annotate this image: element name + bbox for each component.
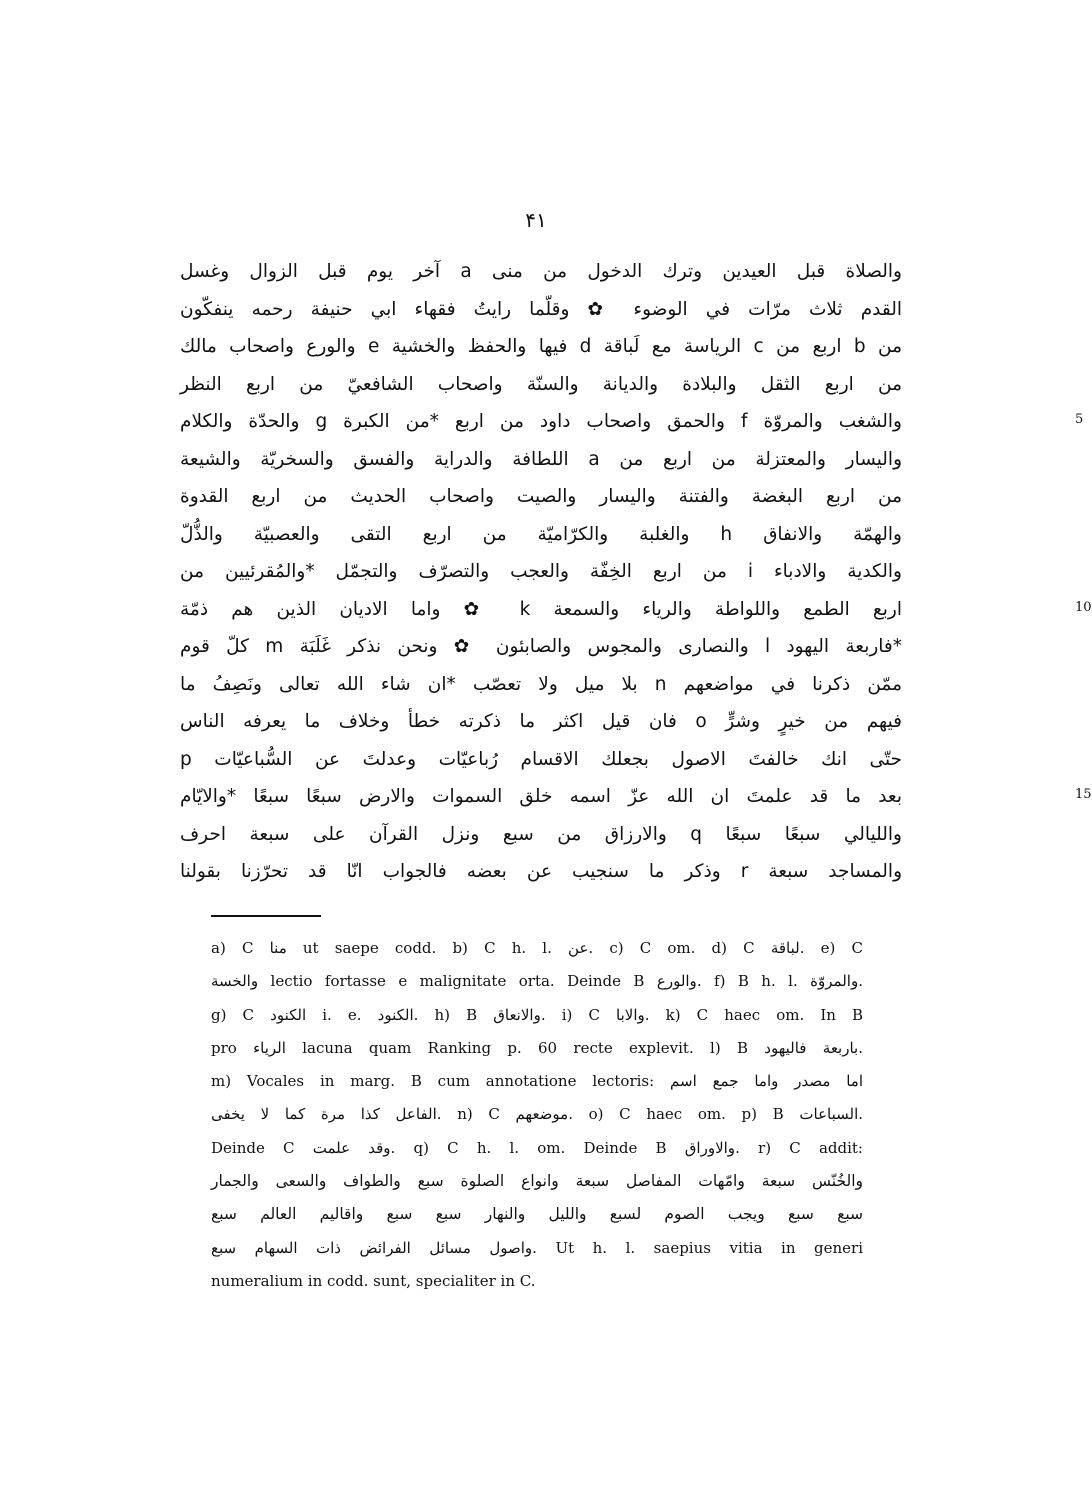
text-line-content: والصلاة قبل العيدين وترك الدخول من منى a آخر يوم قبل الزوال وغسل (180, 261, 902, 282)
footnote-line: سبع سبع ويجب الصوم لسبع والليل والنهار سبع سبع واقاليم العالم سبع (211, 1205, 863, 1224)
footnote-line: g) C الكنود i. e. الكنود. h) B والانعاق. i) C والابا. k) C haec om. In B (211, 1005, 864, 1024)
footnote-line: واصول مسائل الفرائض ذات السهام سبع. Ut h. l. saepius vitia in generi (211, 1238, 863, 1257)
text-line (180, 254, 902, 292)
main-text (180, 254, 1092, 892)
footnote-line: a) C منا ut saepe codd. b) C h. l. عن. c) C om. d) C لباقة. e) C (211, 939, 863, 957)
text-line (180, 854, 902, 892)
line-number: 10 (1075, 599, 1092, 615)
text-line-content: *فاربعة اليهود l والنصارى والمجوس والصابئون ✿ ونحن نذكر غَلَبَة m كلّ قوم (180, 636, 903, 657)
text-line-content: القدم ثلاث مرّات في الوضوء ✿ وقلّما رايتُ فقهاء ابي حنيفة رحمه ينفكّون (180, 298, 902, 320)
text-line-content: والشغب والمروّة f والحمق واصحاب داود من اربع *من الكبرة g والحدّة والكلام (180, 411, 902, 432)
text-line (180, 554, 902, 592)
page-number: ۴۱ (525, 208, 547, 232)
text-line (180, 367, 902, 405)
text-line (180, 592, 1092, 630)
footnote-separator (211, 915, 321, 917)
text-line (180, 742, 902, 780)
text-line (180, 292, 902, 330)
footnote-line: Deinde C وقد علمت. q) C h. l. om. Deinde B والاوراق. r) C addit: (211, 1138, 863, 1157)
text-line (180, 779, 1092, 817)
text-line-content: والمساجد سبعة r وذكر ما سنجيب عن بعضه فالجواب انّا قد تحرّزنا بقولنا (180, 861, 903, 882)
text-line (180, 442, 902, 480)
text-line-content: والليالي سبعًا سبعًا q والارزاق من سبع ونزل القرآن على سبعة احرف (180, 823, 902, 845)
footnote-line: والخسة lectio fortasse e malignitate orta. Deinde B والورع. f) B h. l. والمروّة. (211, 972, 863, 991)
footnotes (211, 932, 863, 1298)
line-number: 5 (1075, 412, 1084, 427)
text-line (180, 667, 902, 705)
footnote-line: numeralium in codd. sunt, specialiter in C. (211, 1271, 536, 1290)
footnote-line: والخُنّس سبعة وامّهات المفاصل سبعة وانواع الصلوة سبع والطواف والسعى والجمار (211, 1172, 863, 1191)
text-line (180, 704, 902, 742)
text-line-content: والهمّة والانفاق h والغلبة والكرّاميّة من اربع التقى والعصبيّة والذُّلّ (180, 523, 902, 545)
text-line-content: والكدية والادباء i من اربع الخِفّة والعجب والتصرّف والتجمّل *والمُقرئيين من (180, 561, 902, 582)
text-line-content: فيهم من خيرٍ وشرٍّ o فان قيل اكثر ما ذكرته خطأ وخلاف ما يعرفه الناس (180, 711, 902, 732)
text-line-content: من اربع البغضة والفتنة واليسار والصيت واصحاب الحديث من اربع القدوة (180, 486, 902, 507)
text-line (180, 329, 902, 367)
text-line (180, 517, 902, 555)
text-line-content: من b اربع من c الرياسة مع لَباقة d فيها والحفظ والخشية e والورع واصحاب مالك (180, 336, 903, 357)
footnote-line: pro الرياء lacuna quam Ranking p. 60 recte explevit. l) B باربعة فاليهود. (211, 1038, 863, 1057)
text-line-content: اربع الطمع واللواطة والرياء والسمعة k ✿ واما الاديان الذين هم ذمّة (180, 598, 903, 620)
text-line-content: بعد ما قد علمتَ ان الله عزّ اسمه خلق السموات والارض سبعًا سبعًا *والايّام (180, 786, 902, 807)
text-line-content: واليسار والمعتزلة من اربع من a اللطافة والدراية والفسق والسخريّة والشيعة (180, 448, 903, 470)
text-line (180, 629, 902, 667)
text-line (180, 404, 1084, 442)
text-line (180, 479, 902, 517)
text-line-content: من اربع الثقل والبلادة والديانة والسنّة واصحاب الشافعيّ من اربع النظر (180, 373, 902, 395)
text-line-content: ممّن ذكرنا في مواضعهم n بلا ميل ولا تعصّب *ان شاء الله تعالى ونَصِفُ ما (180, 673, 903, 695)
line-number: 15 (1075, 787, 1092, 802)
text-line (180, 817, 902, 855)
footnote-line: الفاعل كذا مرة كما لا يخفى. n) C موضعهم. o) C haec om. p) B السباعات. (211, 1105, 864, 1124)
text-line-content: حتّى انك خالفتَ الاصول بجعلك الاقسام رُباعيّات وعدلتَ عن السُّباعيّات p (180, 748, 902, 770)
footnote-line: m) Vocales in marg. B cum annotatione lectoris: اما مصدر واما جمع اسم (211, 1072, 863, 1091)
